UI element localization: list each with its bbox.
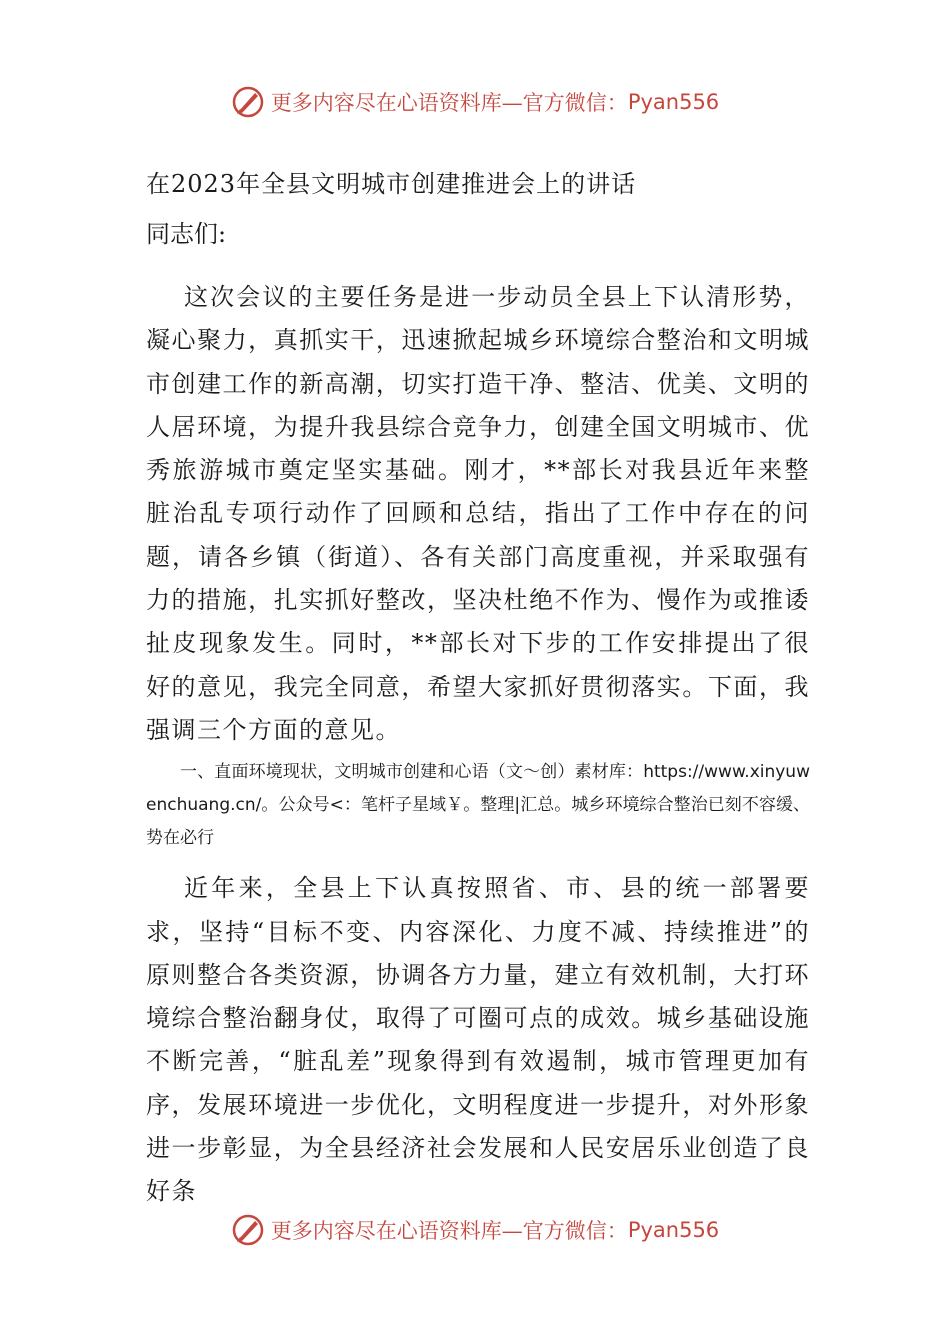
salutation: 同志们:	[146, 220, 227, 248]
pen-logo-icon	[231, 85, 265, 119]
paragraph-section-one: 近年来，全县上下认真按照省、市、县的统一部署要求，坚持“目标不变、内容深化、力度不减、持续推进”的原则整合各类资源，协调各方力量，建立有效机制，大打环境综合整治翻身仗，取得了可圈可点的成效。城乡基础设施不断完善，“脏乱差”现象得到有效遏制，城市管理更加有序，发展环境进一步优化，文明程度进一步提升，对外形象进一步彰显，为全县经济社会发展和人民安居乐业创造了良好条	[146, 874, 810, 1206]
document-title: 在2023年全县文明城市创建推进会上的讲话	[146, 170, 637, 198]
watermark-banner-bottom	[0, 1210, 950, 1250]
section-heading: 一、直面环境现状，文明城市创建和心语（文～创）素材库：https://www.xinyuwenchuang.cn/。公众号<：笔杆子星域￥。整理|汇总。城乡环境综合整治已刻不容缓、势在必行	[146, 762, 810, 849]
paragraph-intro: 这次会议的主要任务是进一步动员全县上下认清形势，凝心聚力，真抓实干，迅速掀起城乡环境综合整治和文明城市创建工作的新高潮，切实打造干净、整洁、优美、文明的人居环境，为提升我县综合竞争力，创建全国文明城市、优秀旅游城市奠定坚实基础。刚才，**部长对我县近年来整脏治乱专项行动作了回顾和总结，指出了工作中存在的问题，请各乡镇（街道）、各有关部门高度重视，并采取强有力的措施，扎实抓好整改，坚决杜绝不作为、慢作为或推诿扯皮现象发生。同时，**部长对下步的工作安排提出了很好的意见，我完全同意，希望大家抓好贯彻落实。下面，我强调三个方面的意见。	[146, 283, 810, 744]
watermark-banner-top	[0, 82, 950, 122]
watermark-wechat-id: Pyan556	[627, 1218, 720, 1242]
watermark-text: 更多内容尽在心语资料库—官方微信：	[270, 91, 628, 115]
watermark-wechat-id: Pyan556	[627, 90, 720, 114]
pen-logo-icon	[231, 1213, 265, 1247]
document-body	[146, 162, 810, 1214]
watermark-text: 更多内容尽在心语资料库—官方微信：	[270, 1219, 628, 1243]
